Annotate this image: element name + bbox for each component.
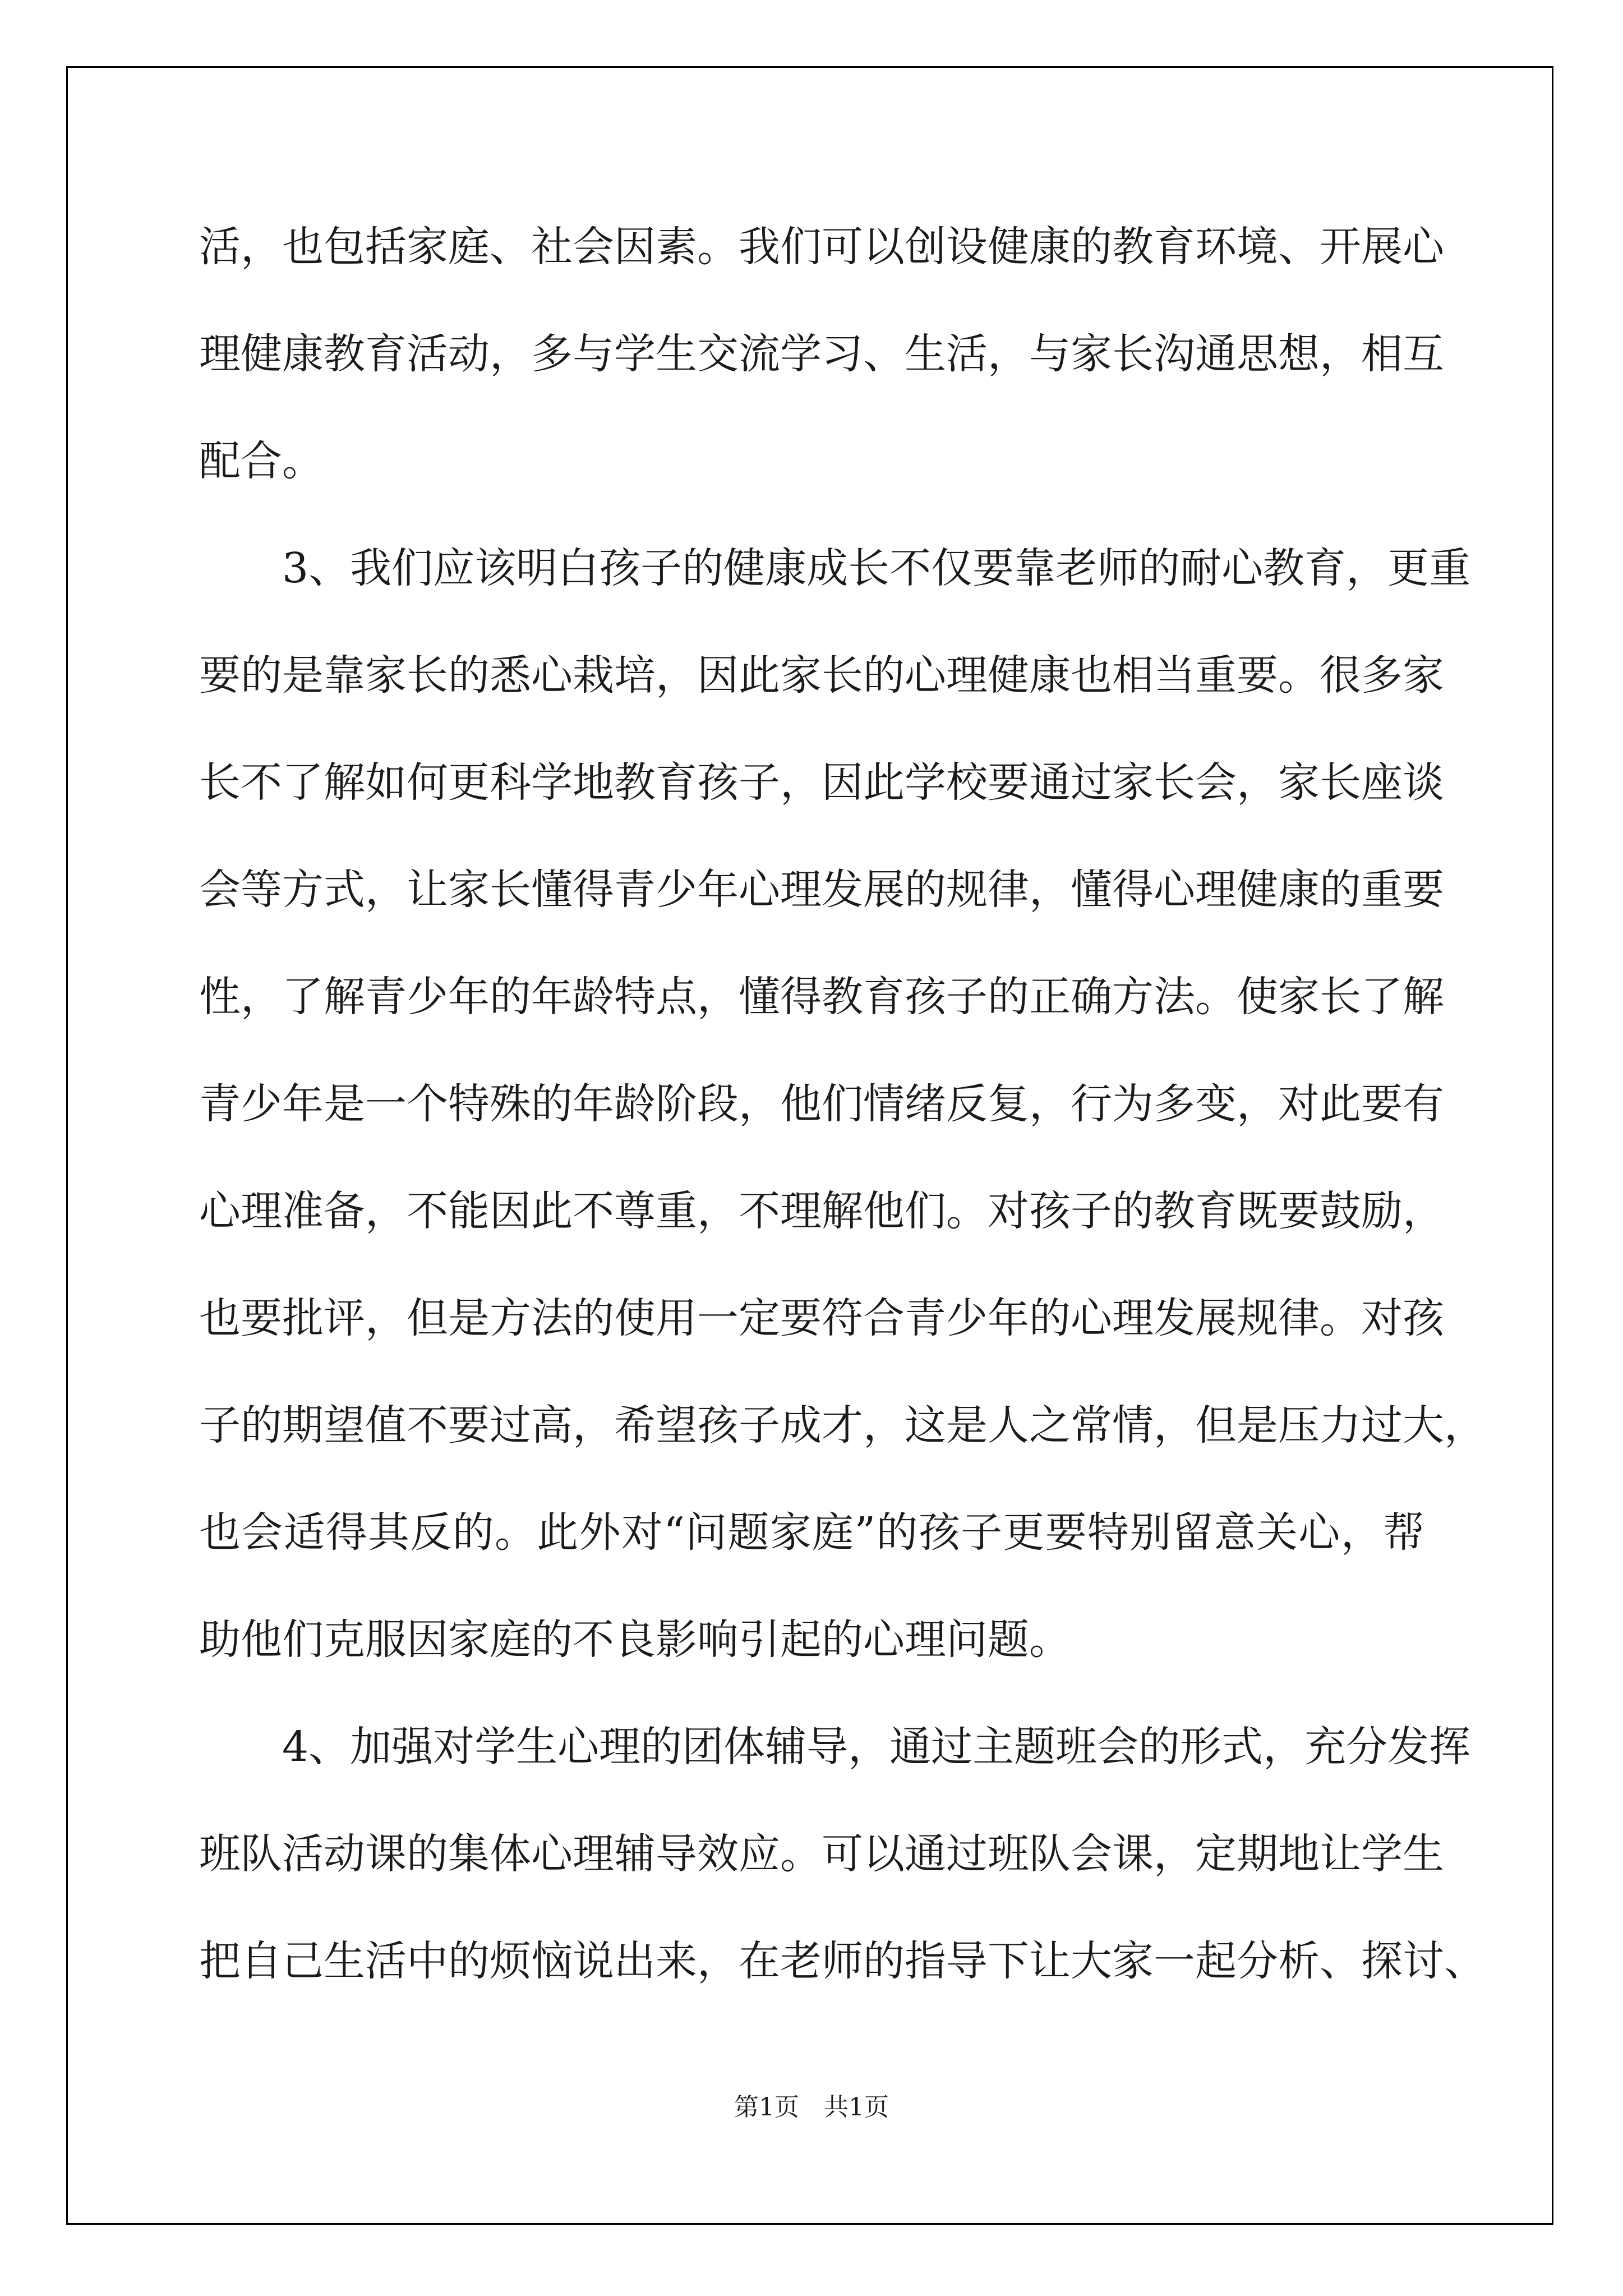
text-line: 会等方式，让家长懂得青少年心理发展的规律，懂得心理健康的重要 — [199, 866, 1444, 914]
text-line: 把自己生活中的烦恼说出来，在老师的指导下让大家一起分析、探讨、 — [199, 1937, 1486, 1985]
paragraph-2 — [199, 515, 1486, 1694]
text-line: 理健康教育活动，多与学生交流学习、生活，与家长沟通思想，相互 — [199, 330, 1444, 378]
paragraph-3 — [199, 1694, 1486, 2015]
text-line: 也要批评，但是方法的使用一定要符合青少年的心理发展规律。对孩 — [199, 1294, 1444, 1342]
text-line: 青少年是一个特殊的年龄阶段，他们情绪反复，行为多变，对此要有 — [199, 1080, 1444, 1128]
text-line: 性，了解青少年的年龄特点，懂得教育孩子的正确方法。使家长了解 — [199, 973, 1444, 1021]
document-body — [199, 194, 1486, 2015]
text-line: 班队活动课的集体心理辅导效应。可以通过班队会课，定期地让学生 — [199, 1830, 1444, 1878]
text-line: 要的是靠家长的悉心栽培，因此家长的心理健康也相当重要。很多家 — [199, 651, 1444, 700]
paragraph-1 — [199, 194, 1444, 515]
text-line: 4、加强对学生心理的团体辅导，通过主题班会的形式，充分发挥 — [282, 1723, 1471, 1771]
text-line: 也会适得其反的。此外对“问题家庭”的孩子更要特别留意关心，帮 — [199, 1508, 1424, 1557]
text-line: 活，也包括家庭、社会因素。我们可以创设健康的教育环境、开展心 — [199, 223, 1444, 271]
page-number-footer: 第1页 共1页 — [734, 2093, 889, 2122]
text-line: 子的期望值不要过高，希望孩子成才，这是人之常情，但是压力过大， — [199, 1401, 1486, 1450]
text-line: 长不了解如何更科学地教育孩子，因此学校要通过家长会，家长座谈 — [199, 758, 1444, 807]
text-line: 配合。 — [199, 437, 324, 485]
text-line: 心理准备，不能因此不尊重，不理解他们。对孩子的教育既要鼓励， — [199, 1187, 1444, 1235]
text-line: 3、我们应该明白孩子的健康成长不仅要靠老师的耐心教育，更重 — [282, 544, 1471, 592]
text-line: 助他们克服因家庭的不良影响引起的心理问题。 — [199, 1616, 1071, 1664]
